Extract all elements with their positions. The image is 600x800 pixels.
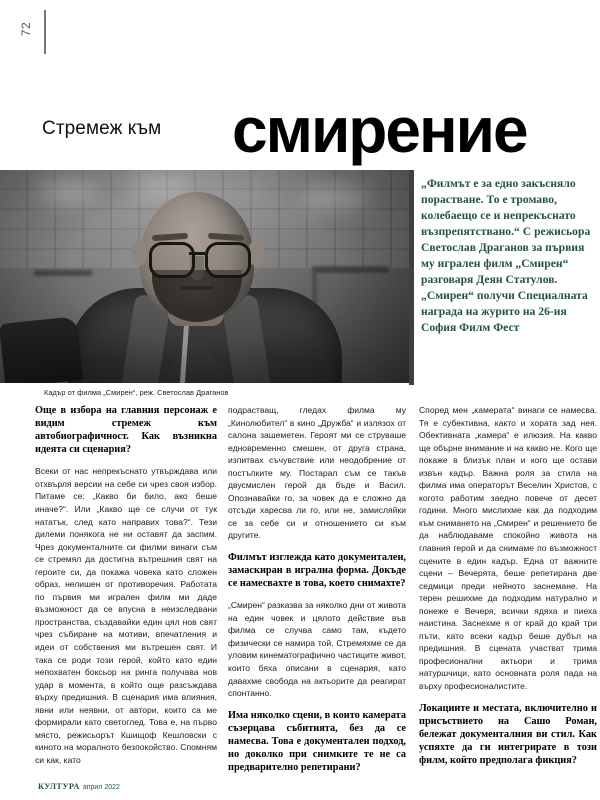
interview-answer: Всеки от нас непрекъснато утвърждава или отхвърля версии на себе си чрез своя избор. Питаме се: „Какво би било, ако беше иначе?“. Или „Какво ще се случи от тук нататък, след като направих това?“. Тези дилеми понякога не ни оставят да заспим. Чрез документалните си филми винаги съм се стремял да достигна вътрешния свят на героите си, да покажа човека като сложен образ, нелишен от противоречия. Работата по първия ми игрален филм ми даде възможност да се впусна в неизследвани пространства, създавайки един цял нов свят чрез събиране на мотиви, впечатления и идеи от собствения ми вътрешен свят. И така се роди този герой, който като един непохватен боксьор на ринга получава нов удар в момента, в който още разсъждава върху предишния. В сценария има влияния, явни или неявни, от автори, които са ме формирали като светоглед. Това е, на първо място, режисьорът Кшищоф Кешловски с киното на моралното безпокойство. Спомням си как, като (35, 466, 217, 765)
photo-vignette (0, 170, 411, 383)
page-number: 72 (19, 21, 33, 37)
headline-main: смирение (232, 94, 527, 166)
page-footer (38, 782, 120, 791)
page-folio (14, 10, 54, 56)
photo-caption: Кадър от филма „Смирен“, реж. Светослав Драганов (44, 388, 229, 397)
article-column-2 (228, 404, 406, 774)
page-title (42, 94, 598, 174)
article-photo (0, 170, 411, 383)
interview-question: Има няколко сцени, в които камерата съзерцава събитията, без да се намесва. Това е документален подход, но доколко при снимките те не са предварително репетирани? (228, 709, 406, 774)
interview-answer: Според мен „камерата“ винаги се намесва. Тя е субективна, както и хората зад нея. Обективната „камера“ е илюзия. На какво ще обърне внимание и на какво не. Кого ще покаже в близък план и кого ще остави извън кадър. Важна роля за стила на филма има операторът Веселин Христов, с когото работим заедно повече от десет години. Много мислихме как да подходим към снимането на „Смирен“ и решението бе да наблюдаваме спокойно живота на главния герой и да снимаме по възможност сцените в един кадър. Една от важните сцени – Вечерята, беше репетирана две седмици преди нейното заснемане. На терен решихме да подходим натурално и понеже е Вечеря, всички ядяха и пиеха наистина. Заснехме я от край до край три пъти, като всеки кадър беше дубъл на предишния. В сцената участват трима професионални актьори и трима натуршчици, като основната роля пада на върху професионалистите. (419, 405, 597, 692)
interview-answer: подрастващ, гледах филма му „Кинолюбител“ в кино „Дружба“ и излязох от салона зашеметен. Героят ми се струваше едновременно смешен, от друга страна, изпитвах съчувствие или неодобрение от постъпките му. Постарал съм се такъв двусмислен герой да бъде и Васил. Опознавайки го, за човек да е сложно да отсъди харесва ли го, или не, замисляйки се за себе си и отношението си към другите. (228, 405, 406, 541)
interview-question: Филмът изглежда като документален, замаскиран в игрална форма. Докъде се намесвахте в това, което снимахте? (228, 552, 406, 590)
interview-question: Локациите и местата, включително и присъствието на Сашо Роман, бележат документалния ви стил. Как успяхте да ги интегрирате в този филм, който предполага фикция? (419, 702, 597, 766)
folio-rule (44, 10, 46, 54)
headline-kicker: Стремеж към (42, 118, 162, 139)
publication-name: КУЛТУРА (38, 782, 80, 791)
pull-quote-text: „Филмът е за едно закъсняло порастване. То е тромаво, колебаещо се и непрекъснато възпрепятствано.“ С режисьора Светослав Драганов за първия му игрален филм „Смирен“ разговаря Деян Статулов. „Смирен“ получи Специалната награда на журито на 26-ия София Филм Фест (421, 177, 591, 335)
article-column-3 (419, 404, 597, 767)
interview-answer: „Смирен“ разказва за няколко дни от живота на един човек и цялото действие във филма се случва само там, където физически се намира той. Стремяхме се да уловим кинематографично частиците живот, които бяха описани в сценария, като давахме свобода на актьорите да реагират спонтанно. (228, 600, 406, 699)
interview-question: Още в избора на главния персонаж е видим стремеж към автобиографичност. Как възникна идеята си сценария? (35, 405, 217, 456)
article-column-1 (35, 404, 217, 767)
issue-date: април 2022 (82, 784, 120, 791)
pull-quote-rule (409, 170, 414, 385)
pull-quote (409, 170, 597, 385)
